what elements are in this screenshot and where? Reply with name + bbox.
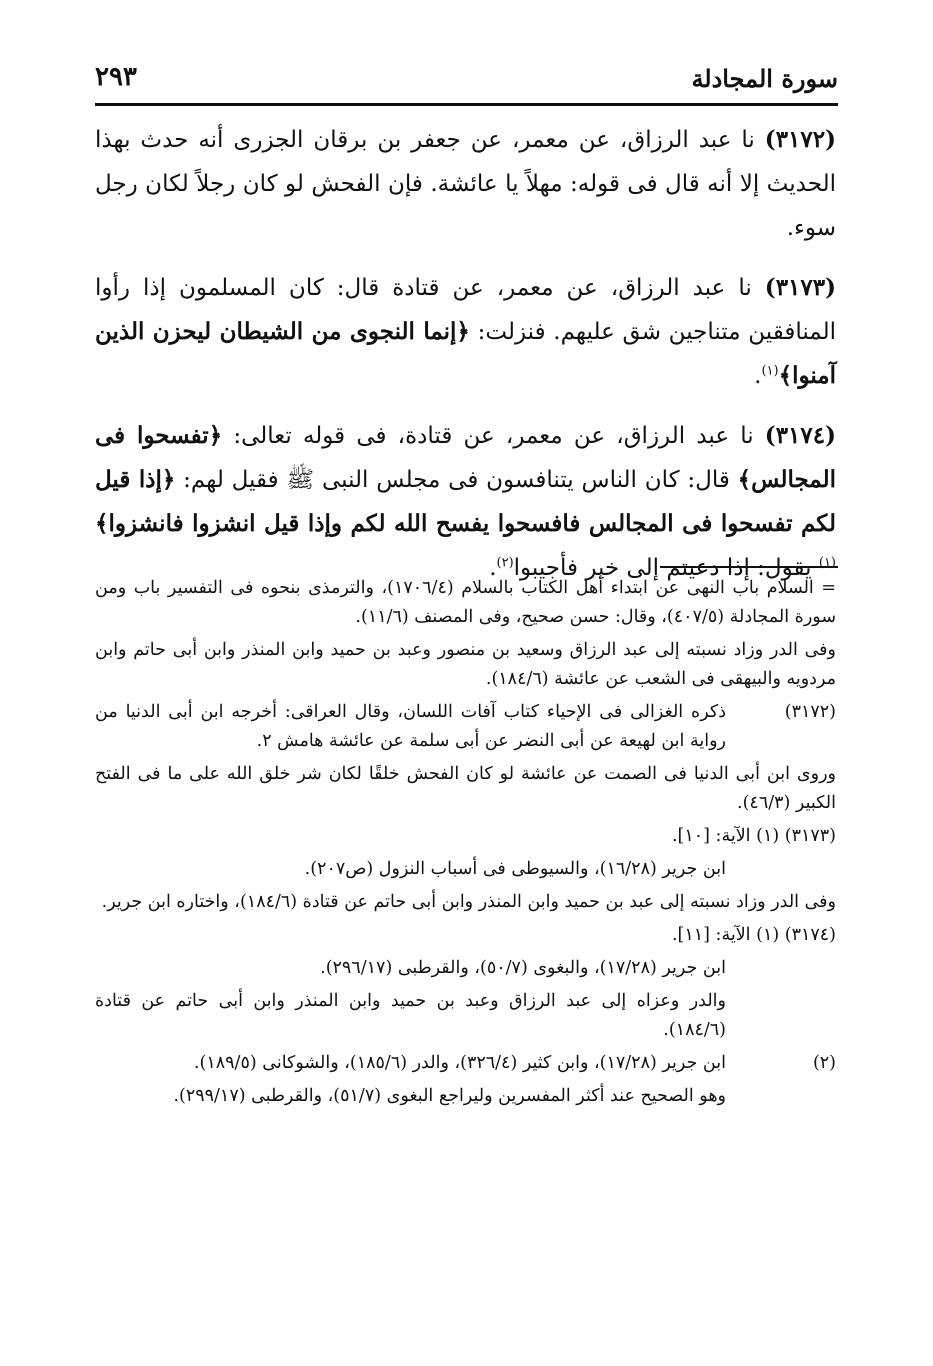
hadith-number: (٣١٧٢) — [764, 126, 836, 153]
footnote-text: وروى ابن أبى الدنيا فى الصمت عن عائشة لو كان الفحش خلقًا لكان شر خلق الله على ما فى الفتح الكبير (٤٦/٣). — [95, 764, 836, 813]
footnote-ref: (٢) — [496, 555, 514, 571]
footnote-number: (٢) — [812, 1053, 836, 1073]
footnote-text: وهو الصحيح عند أكثر المفسرين وليراجع البغوى (٥١/٧)، والقرطبى (٢٩٩/١٧). — [173, 1086, 726, 1106]
footnotes — [95, 574, 836, 1115]
quran-verse: ﴿إذا قيل لكم تفسحوا فى المجالس فافسحوا يفسح الله لكم وإذا قيل انشزوا فانشزوا﴾ — [95, 466, 836, 537]
hadith-number: (٣١٧٣) — [764, 274, 836, 301]
footnote-3173-title: (٣١٧٣) (١) الآية: [١٠]. — [671, 826, 836, 846]
header-rule — [95, 103, 838, 106]
quran-verse: ﴿تفسحوا فى المجالس﴾ — [95, 422, 836, 493]
footnote-ref: (١) — [818, 555, 836, 571]
hadith-text: نا عبد الرزاق، عن معمر، عن جعفر بن برقان الجزرى أنه حدث بهذا الحديث إلا أنه قال فى قوله: مهلاً يا عائشة. فإن الفحش لو كان رجلاً لكان رجل سوء. — [95, 127, 836, 241]
hadith-text: نا عبد الرزاق، عن معمر، عن قتادة، فى قوله تعالى: — [222, 423, 765, 449]
hadith-text-end: . — [489, 555, 497, 581]
hadith-text-end: . — [754, 363, 762, 389]
footnote-text: والدر وعزاه إلى عبد الرزاق وعبد بن حميد وابن المنذر وابن أبى حاتم عن قتادة (١٨٤/٦). — [95, 991, 726, 1040]
hadith-text: نا عبد الرزاق، عن معمر، عن قتادة قال: كان المسلمون إذا رأوا المنافقين متناجين شق عليهم. فنزلت: — [95, 275, 836, 345]
footnote-text: ذكره الغزالى فى الإحياء كتاب آفات اللسان، وقال العراقى: أخرجه ابن أبى الدنيا من رواية ابن لهيعة عن أبى النضر عن أبى سلمة عن عائشة هامش ٢. — [95, 702, 726, 751]
hadith-3173 — [95, 266, 836, 398]
footnote-text: ابن جرير (١٧/٢٨)، والبغوى (٥٠/٧)، والقرطبى (٢٩٦/١٧). — [320, 958, 726, 978]
page-number: ٢٩٣ — [95, 62, 137, 92]
footnote-continuation: = السلام باب النهى عن ابتداء أهل الكتاب بالسلام (١٧٠٦/٤)، والترمذى بنحوه فى التفسير باب ومن سورة المجادلة (٤٠٧/٥)، وقال: حسن صحيح، وفى المصنف (١١/٦). — [95, 578, 836, 627]
hadith-3174 — [95, 414, 836, 590]
hadith-number: (٣١٧٤) — [764, 422, 836, 449]
footnote-number: (٣١٧٢) — [784, 702, 836, 722]
footnote-text: ابن جرير (١٧/٢٨)، وابن كثير (٣٢٦/٤)، والدر (١٨٥/٦)، والشوكانى (١٨٩/٥). — [193, 1053, 726, 1073]
quran-verse: ﴿إنما النجوى من الشيطان ليحزن الذين آمنوا﴾ — [95, 318, 836, 389]
hadith-text: يقول: إذا دعيتم إلى خير فأجيبوا — [513, 555, 819, 581]
main-text — [95, 118, 836, 606]
footnote-continuation: وفى الدر وزاد نسبته إلى عبد الرزاق وسعيد بن منصور وعبد بن حميد وابن المنذر وابن أبى حاتم وابن مردويه والبيهقى فى الشعب عن عائشة (١٨٤/٦). — [95, 640, 836, 689]
footnote-text: ابن جرير (١٦/٢٨)، والسيوطى فى أسباب النزول (ص٢٠٧). — [304, 859, 726, 879]
footnote-ref: (١) — [761, 363, 779, 379]
running-title: سورة المجادلة — [691, 64, 838, 93]
footnote-rule — [660, 566, 838, 568]
footnote-3174-title: (٣١٧٤) (١) الآية: [١١]. — [671, 925, 836, 945]
footnote-3172 — [95, 698, 836, 756]
footnote-text: وفى الدر وزاد نسبته إلى عبد بن حميد وابن المنذر وابن أبى حاتم عن قتادة (١٨٤/٦)، واختاره ابن جرير. — [101, 892, 836, 912]
hadith-text: قال: كان الناس يتنافسون فى مجلس النبى ﷺ فقيل لهم: — [175, 467, 738, 493]
page-header — [95, 60, 838, 100]
footnote-3174-2 — [95, 1049, 836, 1078]
hadith-3172 — [95, 118, 836, 250]
